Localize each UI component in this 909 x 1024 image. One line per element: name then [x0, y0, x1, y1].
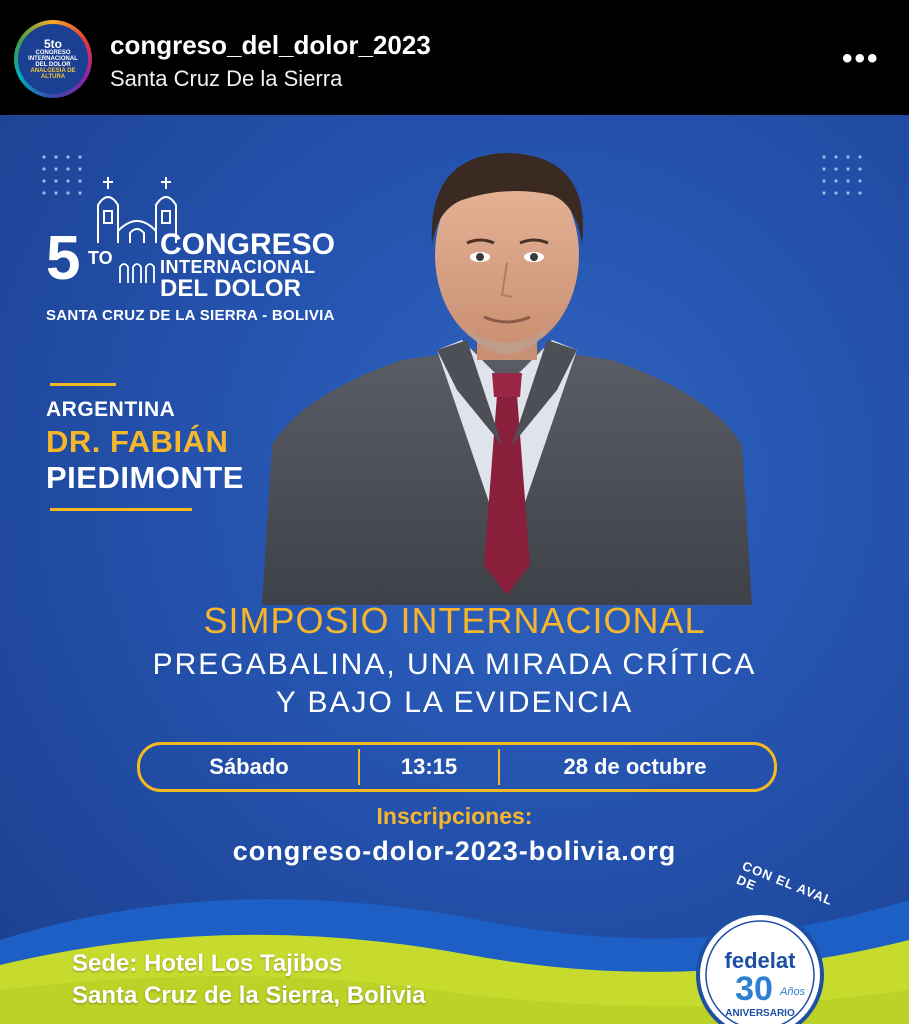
symposium-title: SIMPOSIO INTERNACIONAL: [203, 600, 706, 641]
seal-ring-text: CON EL AVAL DE: [734, 858, 835, 909]
registration-label: Inscripciones:: [376, 803, 533, 829]
schedule-day: Sábado: [209, 754, 289, 779]
speaker-portrait: [262, 145, 752, 605]
speaker-first-name: DR. FABIÁN: [46, 424, 229, 459]
dot-grid-left-icon: [40, 153, 90, 203]
columns-icon: [118, 255, 158, 285]
location-link[interactable]: Santa Cruz De la Sierra: [110, 66, 343, 91]
more-horizontal-icon[interactable]: •••: [842, 42, 880, 75]
topic-line2: Y BAJO LA EVIDENCIA: [275, 686, 634, 719]
logo-congreso: CONGRESO: [160, 228, 336, 261]
logo-ordinal: TO: [88, 248, 113, 268]
logo-number: 5: [46, 224, 81, 293]
fedelat-seal: [688, 858, 848, 1024]
post-header: [0, 0, 909, 115]
avatar-logo: [18, 24, 88, 94]
schedule-date: 28 de octubre: [563, 754, 707, 779]
seal-label: ANIVERSARIO: [725, 1008, 795, 1019]
logo-internacional: INTERNACIONAL: [160, 257, 316, 277]
topic-line1: PREGABALINA, UNA MIRADA CRÍTICA: [152, 648, 757, 681]
seal-years: 30: [735, 970, 773, 1008]
schedule-pill: [137, 742, 777, 792]
avatar-line2: CONGRESO INTERNACIONAL DEL DOLOR: [28, 50, 78, 68]
logo-city: SANTA CRUZ DE LA SIERRA - BOLIVIA: [46, 307, 335, 324]
post-image: [0, 115, 909, 1024]
logo-del-dolor: DEL DOLOR: [160, 275, 301, 302]
venue-line1: Sede: Hotel Los Tajibos: [72, 950, 343, 977]
divider-top: [50, 383, 116, 386]
schedule-time: 13:15: [400, 754, 458, 779]
registration-url: congreso-dolor-2023-bolivia.org: [232, 836, 677, 866]
speaker-country: ARGENTINA: [46, 398, 176, 421]
avatar[interactable]: [14, 20, 92, 98]
speaker-last-name: PIEDIMONTE: [46, 460, 244, 495]
venue-line2: Santa Cruz de la Sierra, Bolivia: [72, 982, 426, 1009]
avatar-line1: 5to: [44, 37, 62, 51]
avatar-line3: ANALGESIA DE ALTURA: [30, 68, 76, 80]
seal-brand: fedelat: [724, 948, 796, 973]
username-link[interactable]: congreso_del_dolor_2023: [110, 30, 431, 60]
divider-bottom: [50, 508, 192, 511]
dot-grid-right-icon: [820, 153, 870, 203]
seal-years-word: Años: [780, 986, 806, 998]
